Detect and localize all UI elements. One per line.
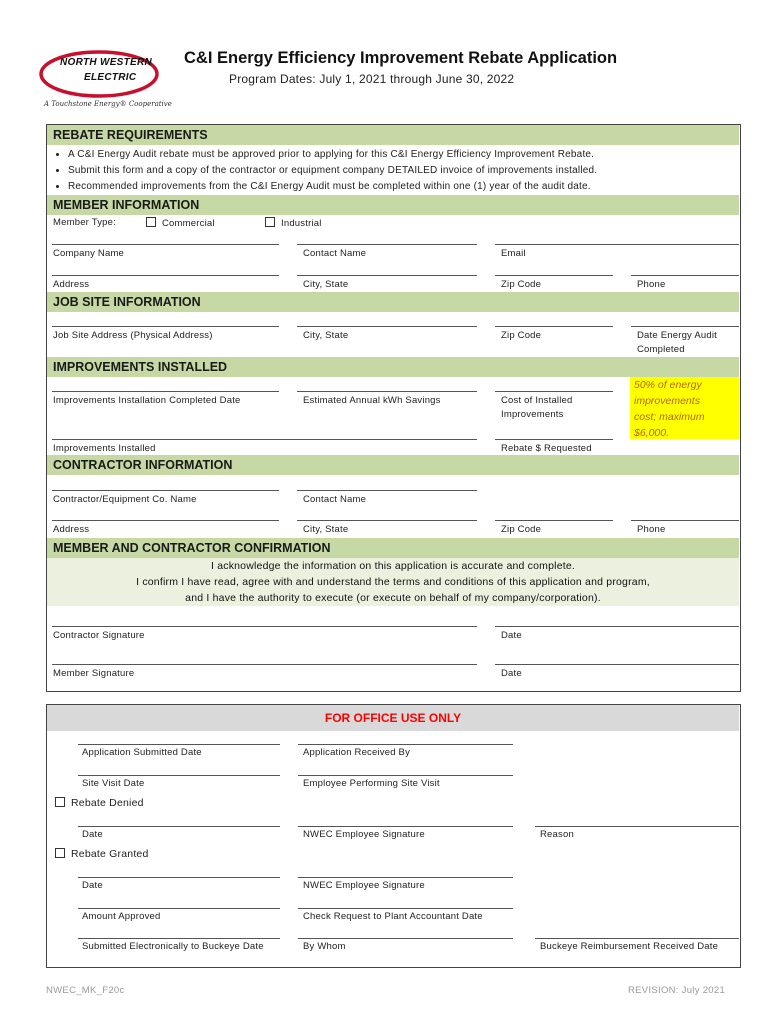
office-use-title: FOR OFFICE USE ONLY xyxy=(324,711,462,725)
email-line[interactable] xyxy=(495,244,739,245)
amount-approved-line[interactable] xyxy=(78,908,280,909)
rebate-note-line2: improvements xyxy=(634,395,700,407)
contractor-date-label: Date xyxy=(501,630,522,641)
rebate-requested-label: Rebate $ Requested xyxy=(501,443,592,454)
rebate-cap-note xyxy=(630,377,739,439)
contractor-signature-label: Contractor Signature xyxy=(53,630,145,641)
city-state-label: City, State xyxy=(303,279,349,290)
rebate-requirements-list xyxy=(52,147,597,195)
contractor-city-line[interactable] xyxy=(297,520,477,521)
logo-line1: NORTH WESTERN xyxy=(60,57,153,68)
job-site-city-line[interactable] xyxy=(297,326,477,327)
improvements-installed-label: Improvements Installed xyxy=(53,443,156,454)
employee-site-visit-line[interactable] xyxy=(298,775,513,776)
check-request-line[interactable] xyxy=(298,908,513,909)
contractor-zip-line[interactable] xyxy=(495,520,613,521)
rebate-note-line4: $6,000. xyxy=(634,427,670,439)
rebate-denied-option[interactable] xyxy=(55,797,144,809)
submitted-buckeye-line[interactable] xyxy=(78,938,280,939)
contractor-contact-label: Contact Name xyxy=(303,494,367,505)
confirmation-line3: and I have the authority to execute (or execute on behalf of my company/corporation). xyxy=(185,592,601,604)
commercial-checkbox[interactable] xyxy=(146,217,156,227)
job-site-header xyxy=(47,292,739,312)
job-site-zip-line[interactable] xyxy=(495,326,613,327)
logo-tagline: A Touchstone Energy® Cooperative xyxy=(44,100,172,108)
member-type-label: Member Type: xyxy=(53,217,116,228)
employee-site-visit-label: Employee Performing Site Visit xyxy=(303,778,440,789)
office-use-header xyxy=(47,705,739,731)
rebate-granted-option[interactable] xyxy=(55,848,149,860)
confirmation-line1: I acknowledge the information on this application is accurate and complete. xyxy=(210,560,576,572)
confirmation-title: MEMBER AND CONTRACTOR CONFIRMATION xyxy=(53,541,331,555)
company-name-line[interactable] xyxy=(52,244,279,245)
contractor-company-line[interactable] xyxy=(52,490,279,491)
rebate-granted-checkbox[interactable] xyxy=(55,848,65,858)
company-name-label: Company Name xyxy=(53,248,125,259)
industrial-checkbox[interactable] xyxy=(265,217,275,227)
rebate-requirements-title: REBATE REQUIREMENTS xyxy=(53,128,208,142)
requirement-item: • A C&I Energy Audit rebate must be approved prior to applying for this C&I Energy Efficiency Improvement Rebate. xyxy=(68,147,597,163)
requirement-item: • Recommended improvements from the C&I Energy Audit must be completed within one (1) year of the audit date. xyxy=(68,179,597,195)
by-whom-line[interactable] xyxy=(298,938,513,939)
denied-date-label: Date xyxy=(82,829,103,840)
contractor-signature-line[interactable] xyxy=(52,626,477,627)
job-site-zip-label: Zip Code xyxy=(501,330,542,341)
job-site-title: JOB SITE INFORMATION xyxy=(53,295,201,309)
contractor-address-label: Address xyxy=(53,524,90,535)
contact-name-line[interactable] xyxy=(297,244,477,245)
job-site-address-line[interactable] xyxy=(52,326,279,327)
address-label: Address xyxy=(53,279,90,290)
submitted-buckeye-label: Submitted Electronically to Buckeye Date xyxy=(82,941,264,952)
contractor-date-line[interactable] xyxy=(495,626,739,627)
industrial-option[interactable] xyxy=(265,217,322,229)
app-submitted-line[interactable] xyxy=(78,744,280,745)
page-subtitle: Program Dates: July 1, 2021 through June 30, 2022 xyxy=(229,72,515,86)
denied-date-line[interactable] xyxy=(78,826,280,827)
install-date-label: Improvements Installation Completed Date xyxy=(53,395,241,406)
app-submitted-label: Application Submitted Date xyxy=(82,747,202,758)
member-information-header xyxy=(47,195,739,215)
rebate-requested-line[interactable] xyxy=(495,439,613,440)
audit-date-line[interactable] xyxy=(631,326,739,327)
rebate-denied-checkbox[interactable] xyxy=(55,797,65,807)
reason-line[interactable] xyxy=(535,826,739,827)
contractor-header xyxy=(47,455,739,475)
email-label: Email xyxy=(501,248,526,259)
rebate-granted-label: Rebate Granted xyxy=(71,848,149,860)
company-logo xyxy=(38,48,170,118)
granted-date-label: Date xyxy=(82,880,103,891)
member-date-line[interactable] xyxy=(495,664,739,665)
contractor-zip-label: Zip Code xyxy=(501,524,542,535)
site-visit-date-line[interactable] xyxy=(78,775,280,776)
contact-name-label: Contact Name xyxy=(303,248,367,259)
industrial-label: Industrial xyxy=(281,218,322,229)
reason-label: Reason xyxy=(540,829,574,840)
denied-signature-label: NWEC Employee Signature xyxy=(303,829,425,840)
contractor-contact-line[interactable] xyxy=(297,490,477,491)
requirement-item: • Submit this form and a copy of the contractor or equipment company DETAILED invoice of improvements installed. xyxy=(68,163,597,179)
zip-code-line[interactable] xyxy=(495,275,613,276)
phone-label: Phone xyxy=(637,279,666,290)
cost-line[interactable] xyxy=(495,391,613,392)
job-site-address-label: Job Site Address (Physical Address) xyxy=(53,330,213,341)
kwh-savings-label: Estimated Annual kWh Savings xyxy=(303,395,441,406)
contractor-phone-line[interactable] xyxy=(631,520,739,521)
commercial-option[interactable] xyxy=(146,217,215,229)
improvements-title: IMPROVEMENTS INSTALLED xyxy=(53,360,228,374)
contractor-phone-label: Phone xyxy=(637,524,666,535)
job-site-city-label: City, State xyxy=(303,330,349,341)
revision-date: REVISION: July 2021 xyxy=(628,985,726,996)
member-information-title: MEMBER INFORMATION xyxy=(53,198,200,212)
amount-approved-label: Amount Approved xyxy=(82,911,161,922)
install-date-line[interactable] xyxy=(52,391,279,392)
buckeye-reimbursement-line[interactable] xyxy=(535,938,739,939)
cost-label-1: Cost of Installed xyxy=(501,395,573,406)
site-visit-date-label: Site Visit Date xyxy=(82,778,145,789)
zip-code-label: Zip Code xyxy=(501,279,542,290)
rebate-denied-label: Rebate Denied xyxy=(71,797,144,809)
member-date-label: Date xyxy=(501,668,522,679)
address-line[interactable] xyxy=(52,275,279,276)
denied-signature-line[interactable] xyxy=(298,826,513,827)
city-state-line[interactable] xyxy=(297,275,477,276)
phone-line[interactable] xyxy=(631,275,739,276)
confirmation-statement xyxy=(47,558,739,606)
rebate-requirements-header xyxy=(47,125,739,145)
audit-date-label-2: Completed xyxy=(637,344,685,355)
member-signature-label: Member Signature xyxy=(53,668,135,679)
by-whom-label: By Whom xyxy=(303,941,346,952)
granted-date-line[interactable] xyxy=(78,877,280,878)
app-received-label: Application Received By xyxy=(303,747,411,758)
granted-signature-label: NWEC Employee Signature xyxy=(303,880,425,891)
audit-date-label-1: Date Energy Audit xyxy=(637,330,717,341)
improvements-header xyxy=(47,357,739,377)
cost-label-2: Improvements xyxy=(501,409,564,420)
buckeye-reimbursement-label: Buckeye Reimbursement Received Date xyxy=(540,941,719,952)
improvements-installed-line[interactable] xyxy=(52,439,477,440)
contractor-city-label: City, State xyxy=(303,524,349,535)
rebate-note-line1: 50% of energy xyxy=(634,379,702,391)
logo-line2: ELECTRIC xyxy=(84,72,137,83)
contractor-title: CONTRACTOR INFORMATION xyxy=(53,458,233,472)
granted-signature-line[interactable] xyxy=(298,877,513,878)
form-code: NWEC_MK_F20c xyxy=(46,985,125,996)
rebate-note-line3: cost; maximum xyxy=(634,411,705,423)
confirmation-header xyxy=(47,538,739,558)
commercial-label: Commercial xyxy=(162,218,215,229)
member-signature-line[interactable] xyxy=(52,664,477,665)
app-received-line[interactable] xyxy=(298,744,513,745)
kwh-savings-line[interactable] xyxy=(297,391,477,392)
contractor-company-label: Contractor/Equipment Co. Name xyxy=(53,494,197,505)
check-request-label: Check Request to Plant Accountant Date xyxy=(303,911,483,922)
contractor-address-line[interactable] xyxy=(52,520,279,521)
confirmation-line2: I confirm I have read, agree with and understand the terms and conditions of this application and program, xyxy=(136,576,650,588)
page-title: C&I Energy Efficiency Improvement Rebate Application xyxy=(184,49,618,67)
